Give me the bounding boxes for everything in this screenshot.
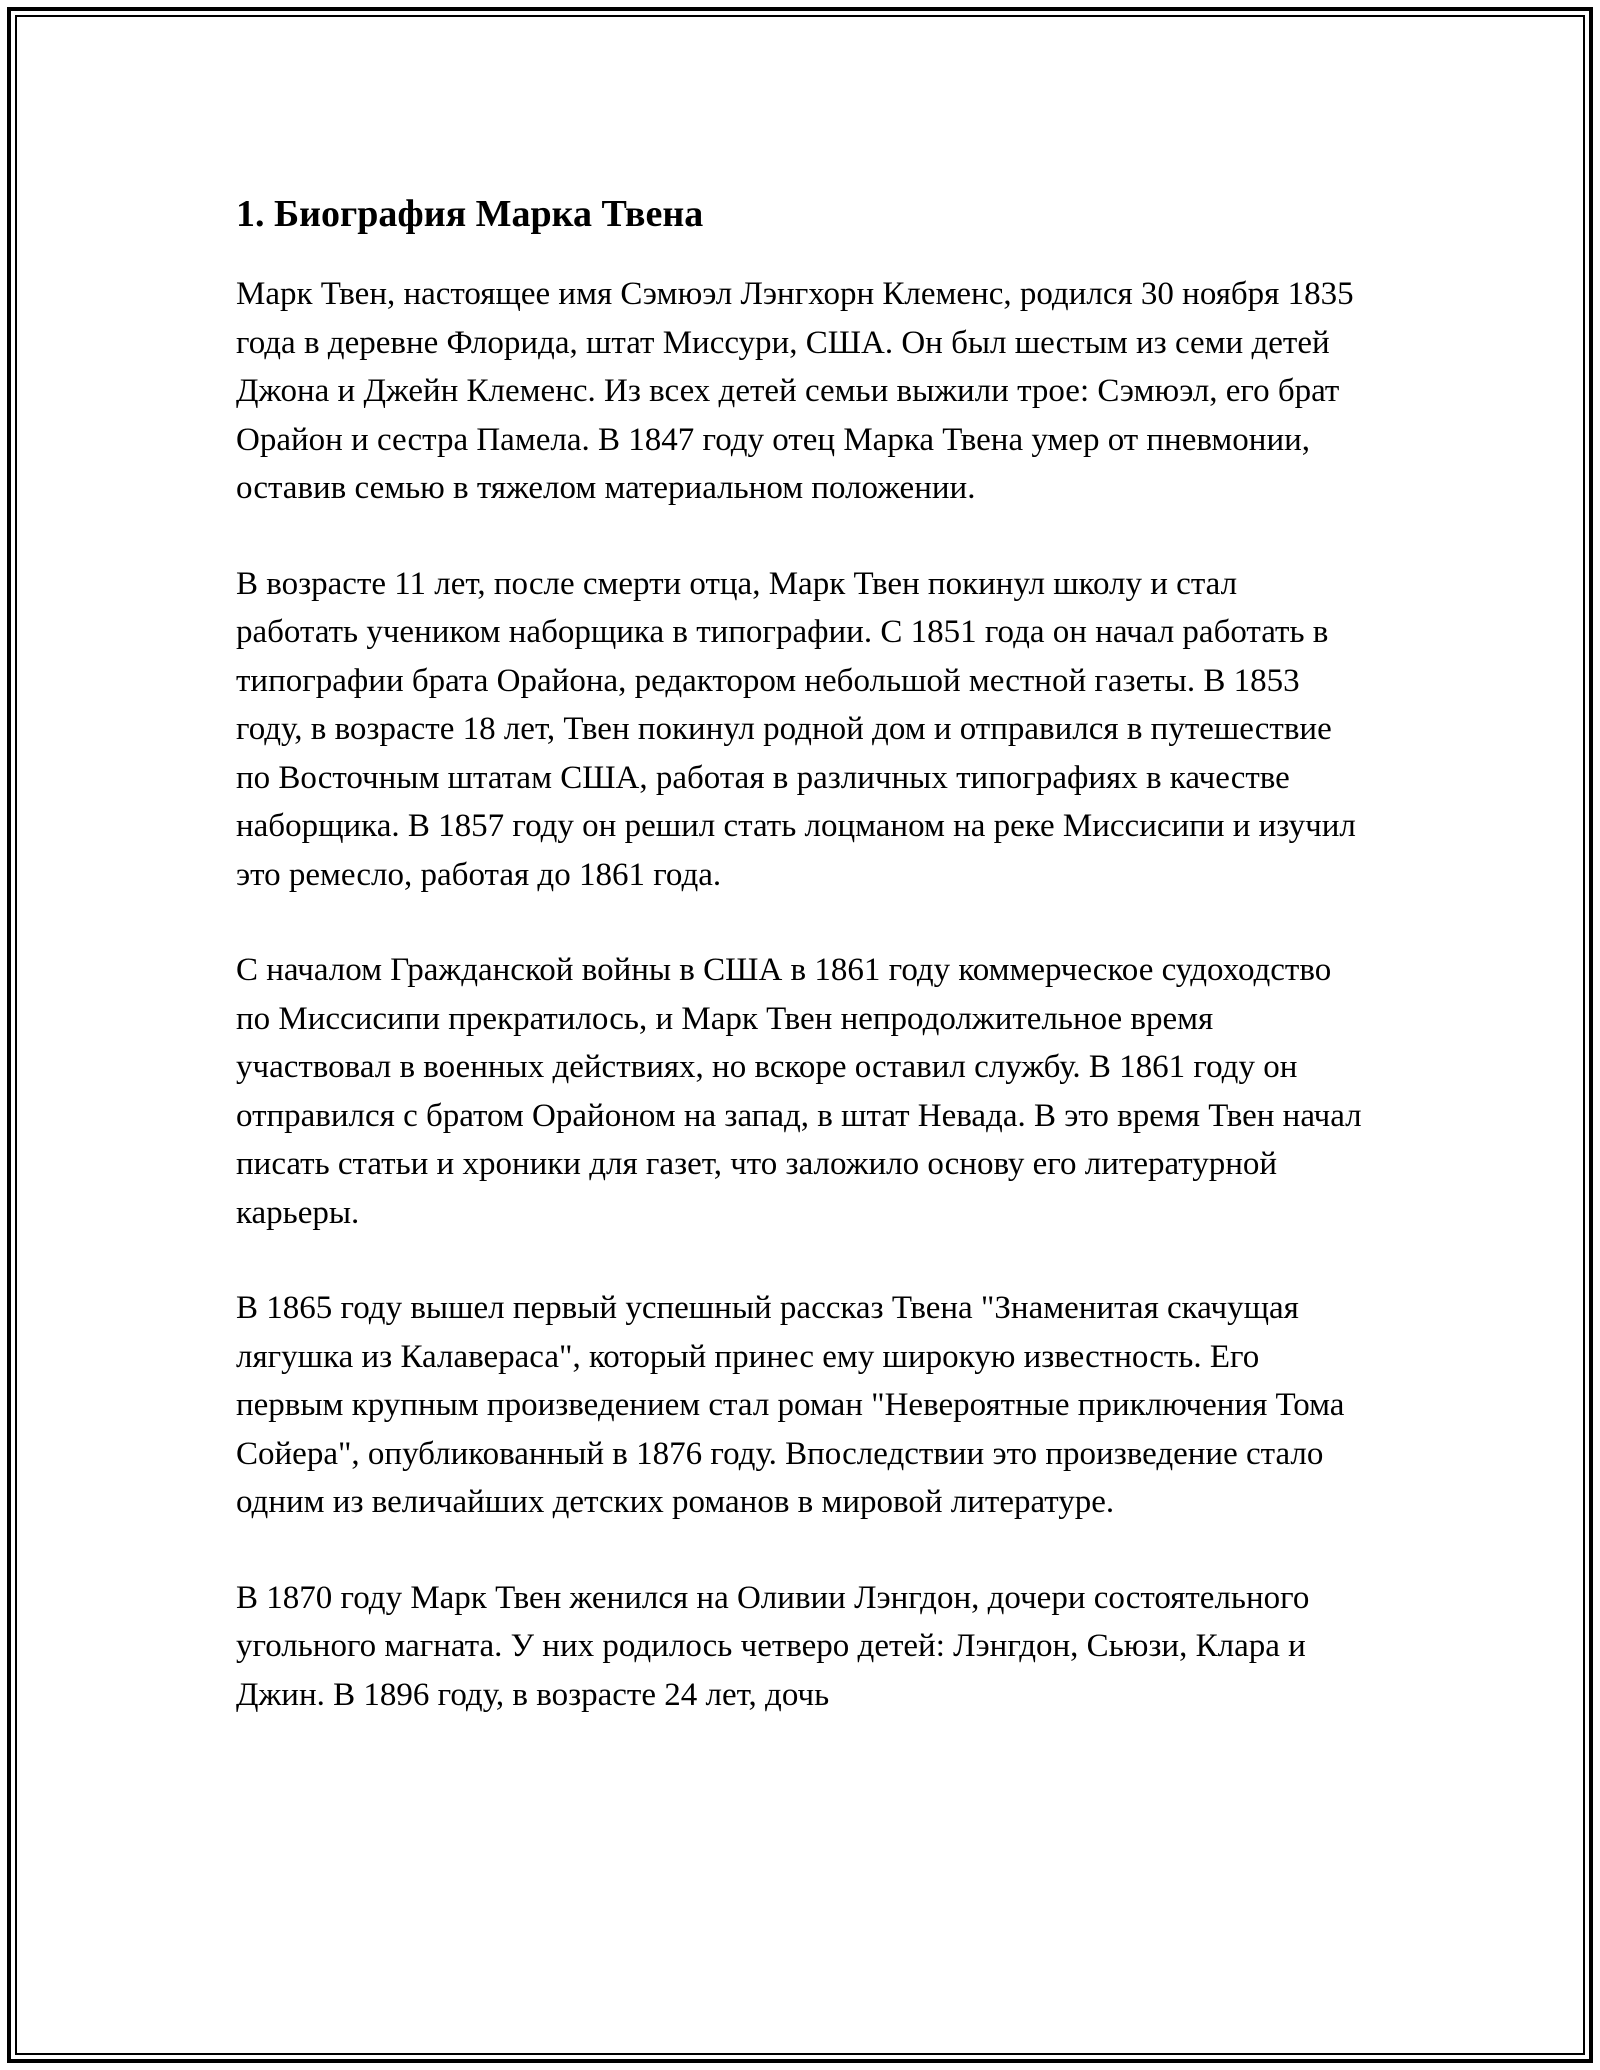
paragraph-first-success: В 1865 году вышел первый успешный рассказ Твена "Знаменитая скачущая лягушка из Калавераса", который принес ему широкую известность. Его первым крупным произведением стал роман "Невероятные приключения Тома Сойера", опубликованный в 1876 году. Впоследствии это произведение стало одним из величайших детских романов в мировой литературе. <box>236 1290 1345 1520</box>
section-heading: 1. Биография Марка Твена <box>236 193 704 235</box>
paragraph-marriage: В 1870 году Марк Твен женился на Оливии Лэнгдон, дочери состоятельного угольного магната. У них родилось четверо детей: Лэнгдон, Сьюзи, Клара и Джин. В 1896 году, в возрасте 24 лет, дочь <box>236 1579 1310 1713</box>
paragraph-civil-war: С началом Гражданской войны в США в 1861 году коммерческое судоходство по Миссисипи прекратилось, и Марк Твен непродолжительное время участвовал в военных действиях, но вскоре оставил службу. В 1861 году он отправился с братом Орайоном на запад, в штат Невада. В это время Твен начал писать статьи и хроники для газет, что заложило основу его литературной карьеры. <box>236 952 1362 1231</box>
paragraph-typography-work: В возрасте 11 лет, после смерти отца, Марк Твен покинул школу и стал работать учеником наборщика в типографии. С 1851 года он начал работать в типографии брата Орайона, редактором небольшой местной газеты. В 1853 году, в возрасте 18 лет, Твен покинул родной дом и отправился в путешествие по Восточным штатам США, работая в различных типографиях в качестве наборщика. В 1857 году он решил стать лоцманом на реке Миссисипи и изучил это ремесло, работая до 1861 года. <box>236 565 1356 893</box>
paragraph-early-life: Марк Твен, настоящее имя Сэмюэл Лэнгхорн Клеменс, родился 30 ноября 1835 года в деревне Флорида, штат Миссури, США. Он был шестым из семи детей Джона и Джейн Клеменс. Из всех детей семьи выжили трое: Сэмюэл, его брат Орайон и сестра Памела. В 1847 году отец Марка Твена умер от пневмонии, оставив семью в тяжелом материальном положении. <box>236 276 1354 506</box>
document-body <box>236 186 1366 1766</box>
